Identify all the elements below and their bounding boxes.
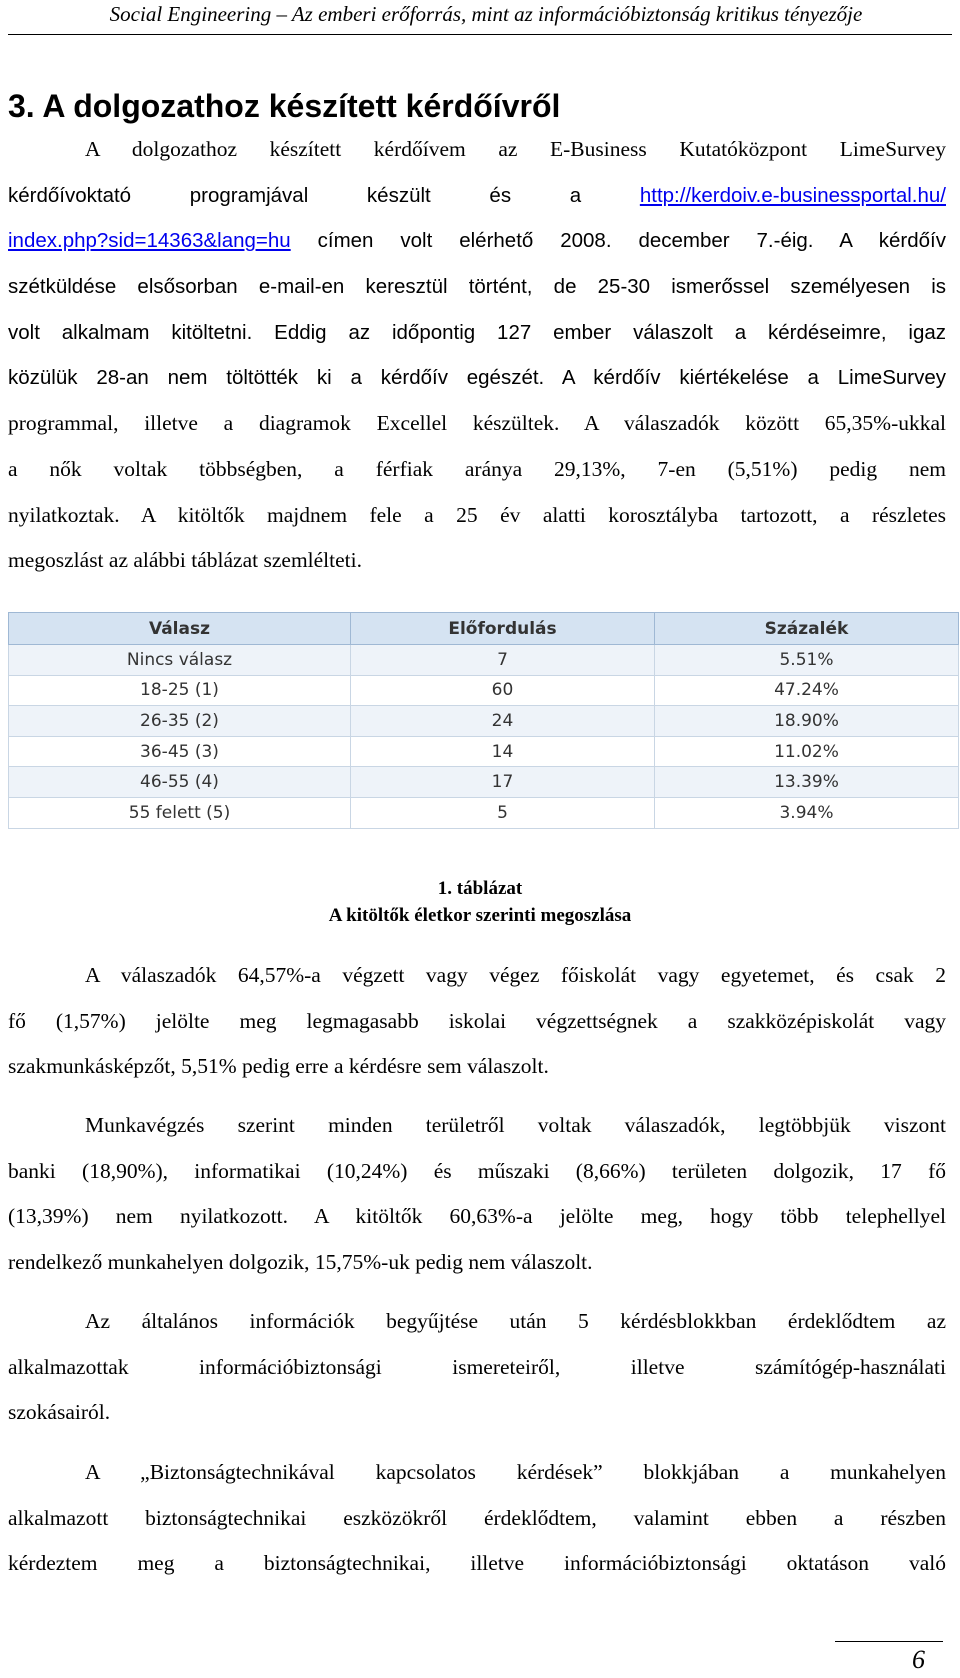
text-line: a nők voltak többségben, a férfiak aránya 29,13%, 7-en (5,51%) pedig nem	[8, 456, 946, 481]
cell-percent: 5.51%	[655, 645, 959, 676]
paragraph-survey	[8, 127, 946, 584]
table-row	[9, 645, 959, 676]
footer-divider	[835, 1641, 943, 1642]
text-line: rendelkező munkahelyen dolgozik, 15,75%-uk pedig nem válaszolt.	[8, 1250, 593, 1275]
paragraph-question-blocks	[8, 1299, 946, 1436]
survey-url-link-part2[interactable]: index.php?sid=14363&lang=hu	[8, 229, 291, 253]
table-caption-title: A kitöltők életkor szerinti megoszlása	[328, 905, 632, 926]
text-line: alkalmazottak információbiztonsági ismereteiről, illetve számítógép-használati	[8, 1354, 946, 1379]
text-line: szokásairól.	[8, 1400, 111, 1425]
cell-answer: 18-25 (1)	[9, 675, 351, 706]
running-header: Social Engineering – Az emberi erőforrás, mint az információbiztonság kritikus tényezője	[109, 2, 863, 26]
text-line: kérdeztem meg a biztonságtechnikai, illetve információbiztonsági oktatáson való	[8, 1551, 946, 1576]
text-line: volt alkalmam kitöltetni. Eddig az időpontig 127 ember válaszolt a kérdéseimre, igaz	[8, 320, 946, 344]
cell-answer: 36-45 (3)	[9, 736, 351, 767]
table-row	[9, 767, 959, 798]
table-row	[9, 736, 959, 767]
column-header-count: Előfordulás	[351, 613, 655, 645]
text-line: A válaszadók 64,57%-a végzett vagy végez főiskolát vagy egyetemet, és csak 2	[85, 963, 946, 987]
text-line: banki (18,90%), informatikai (10,24%) és műszaki (8,66%) területen dolgozik, 17 fő	[8, 1158, 946, 1183]
cell-count: 24	[351, 706, 655, 737]
cell-answer: 46-55 (4)	[9, 767, 351, 798]
text-line: Az általános információk begyűjtése után 5 kérdésblokkban érdeklődtem az	[85, 1309, 946, 1333]
table-caption-number: 1. táblázat	[437, 878, 523, 899]
text-line: A dolgozathoz készített kérdőívem az E-Business Kutatóközpont LimeSurvey	[85, 137, 946, 161]
text-line: programmal, illetve a diagramok Excellel készültek. A válaszadók között 65,35%-ukkal	[8, 411, 946, 436]
cell-percent: 47.24%	[655, 675, 959, 706]
table-row	[9, 797, 959, 828]
cell-answer: 55 felett (5)	[9, 797, 351, 828]
text-line: szakmunkásképzőt, 5,51% pedig erre a kérdésre sem válaszolt.	[8, 1054, 549, 1079]
cell-answer: Nincs válasz	[9, 645, 351, 676]
cell-percent: 3.94%	[655, 797, 959, 828]
cell-count: 5	[351, 797, 655, 828]
text-line-with-link: index.php?sid=14363&lang=hu címen volt elérhető 2008. december 7.-éig. A kérdőív	[8, 229, 946, 253]
column-header-percent: Százalék	[655, 613, 959, 645]
column-header-answer: Válasz	[9, 613, 351, 645]
cell-answer: 26-35 (2)	[9, 706, 351, 737]
age-distribution-table	[8, 612, 959, 847]
page-number: 6	[912, 1645, 925, 1674]
text-line: közülük 28-an nem töltötték ki a kérdőív egészét. A kérdőív kiértékelése a LimeSurvey	[8, 366, 946, 390]
table-row	[9, 675, 959, 706]
text-line: szétküldése elsősorban e-mail-en keresztül történt, de 25-30 ismerőssel személyesen is	[8, 275, 946, 299]
text-line: alkalmazott biztonságtechnikai eszközökről érdeklődtem, valamint ebben a részben	[8, 1505, 946, 1530]
cell-count: 14	[351, 736, 655, 767]
paragraph-work-area	[8, 1103, 946, 1286]
table-row	[9, 706, 959, 737]
text-line-with-link: kérdőívoktató programjával készült és a http://kerdoiv.e-businessportal.hu/	[8, 183, 946, 207]
paragraph-security-questions	[8, 1450, 946, 1587]
survey-url-link-part1[interactable]: http://kerdoiv.e-businessportal.hu/	[639, 183, 946, 207]
cell-percent: 11.02%	[655, 736, 959, 767]
text-line: nyilatkoztak. A kitöltők majdnem fele a 25 év alatti korosztályba tartozott, a részletes	[8, 502, 946, 527]
text-line: megoszlást az alábbi táblázat szemlélteti.	[8, 548, 362, 573]
text-line: A „Biztonságtechnikával kapcsolatos kérdések” blokkjában a munkahelyen	[85, 1460, 946, 1484]
text-line: Munkavégzés szerint minden területről voltak válaszadók, legtöbbjük viszont	[85, 1113, 946, 1137]
section-heading: 3. A dolgozathoz készített kérdőívről	[8, 88, 561, 124]
cell-count: 7	[351, 645, 655, 676]
cell-percent: 18.90%	[655, 706, 959, 737]
cell-count: 60	[351, 675, 655, 706]
cell-percent: 13.39%	[655, 767, 959, 798]
cell-count: 17	[351, 767, 655, 798]
header-divider	[8, 34, 952, 35]
text-line: fő (1,57%) jelölte meg legmagasabb iskolai végzettségnek a szakközépiskolát vagy	[8, 1008, 946, 1033]
paragraph-education	[8, 953, 946, 1090]
text-line: (13,39%) nem nyilatkozott. A kitöltők 60,63%-a jelölte meg, hogy több telephellyel	[8, 1204, 946, 1229]
